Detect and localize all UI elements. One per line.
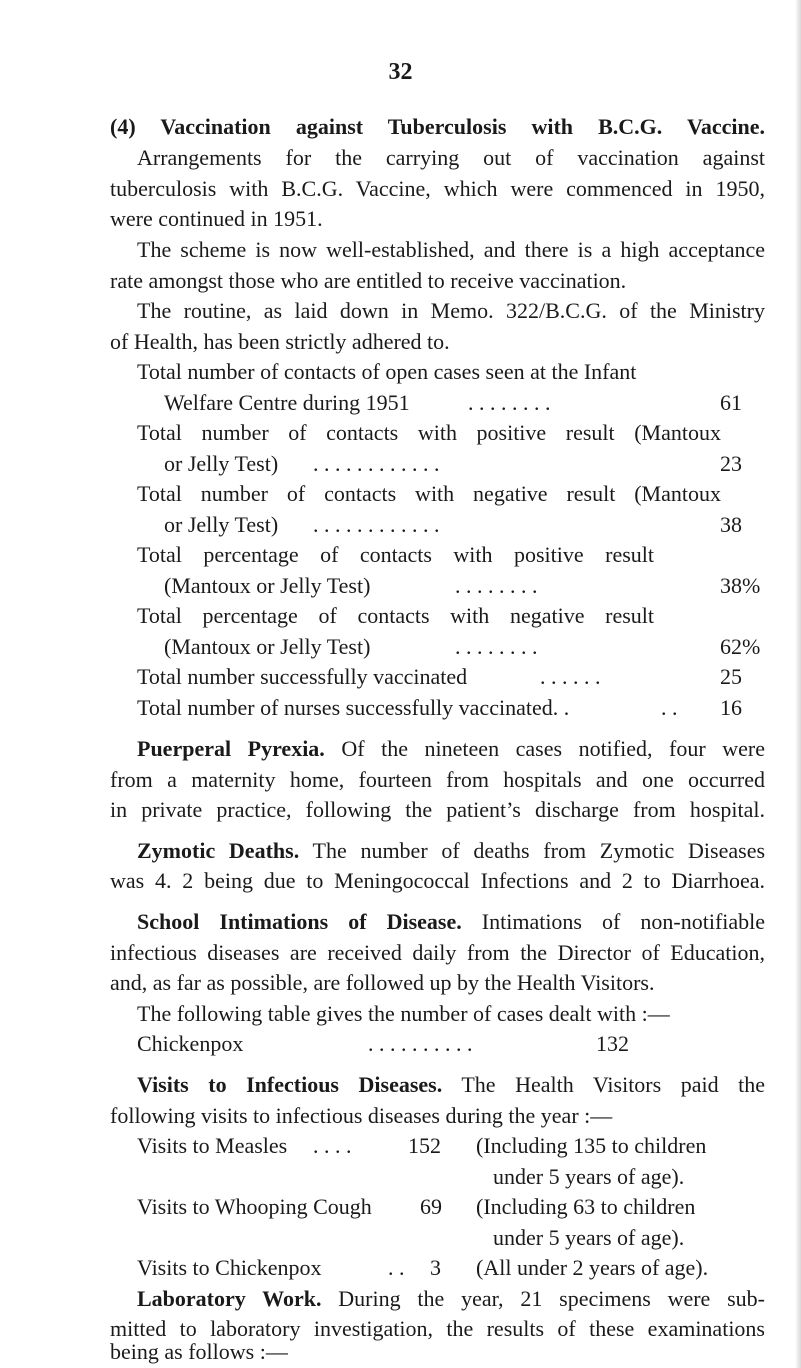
stat-2-dots: . . . . . . . . . . . . (313, 451, 440, 476)
stat-3-line1: Total number of contacts with negative result (Mantoux (137, 481, 721, 506)
zymotic-heading: Zymotic Deaths. (137, 838, 300, 863)
stat-3-value: 38 (720, 512, 742, 537)
stat-2-value: 23 (720, 451, 742, 476)
school-item-dots: . . . . . . . . . . (368, 1031, 473, 1056)
laboratory-line3: being as follows :— (110, 1339, 288, 1364)
vaccination-p3-line2: of Health, has been strictly adhered to. (110, 329, 450, 354)
visits-row-1-label: Visits to Measles (137, 1133, 288, 1158)
puerperal-line1 (137, 734, 765, 764)
visits-text: The Health Visitors paid the (461, 1072, 765, 1097)
stat-5-line1: Total percentage of contacts with negative result (137, 603, 654, 628)
school-text: Intimations of non-notifiable (481, 909, 766, 934)
stat-2-line1: Total number of contacts with positive result (Mantoux (137, 420, 721, 445)
visits-row-1-value: 152 (408, 1133, 441, 1158)
vaccination-p3-line1: The routine, as laid down in Memo. 322/B.C.G. of the Ministry (137, 298, 765, 323)
vaccination-p1-line1: Arrangements for the carrying out of vaccination against (137, 145, 765, 170)
stat-2-line2: or Jelly Test) (164, 451, 279, 476)
school-heading: School Intimations of Disease. (137, 909, 462, 934)
visits-line1 (137, 1070, 765, 1100)
visits-line2: following visits to infectious diseases during the year :— (110, 1103, 613, 1128)
zymotic-line1 (137, 836, 765, 866)
stat-1-dots: . . . . . . . . (468, 390, 551, 415)
stat-7-dots: . . (661, 695, 678, 720)
page-number: 32 (388, 59, 413, 85)
stat-1-line2: Welfare Centre during 1951 (164, 390, 410, 415)
school-item-value: 132 (596, 1031, 629, 1056)
puerperal-heading: Puerperal Pyrexia. (137, 736, 325, 761)
visits-row-1-dots: . . . . (313, 1133, 352, 1158)
stat-6-dots: . . . . . . (540, 664, 601, 689)
zymotic-line2: was 4. 2 being due to Meningococcal Infections and 2 to Diarrhoea. (110, 868, 765, 893)
stat-5-line2: (Mantoux or Jelly Test) (164, 634, 371, 659)
stat-3-line2: or Jelly Test) (164, 512, 279, 537)
school-line3: and, as far as possible, are followed up by the Health Visitors. (110, 970, 655, 995)
school-line4: The following table gives the number of cases dealt with :— (137, 1001, 670, 1026)
vaccination-heading-line (110, 112, 765, 142)
page-edge-shadow (795, 0, 801, 1368)
stat-3-dots: . . . . . . . . . . . . (313, 512, 440, 537)
visits-row-2-note2: under 5 years of age). (493, 1225, 685, 1250)
vaccination-p1-line2: tuberculosis with B.C.G. Vaccine, which were commenced in 1950, (110, 176, 765, 201)
visits-row-2-label: Visits to Whooping Cough (137, 1194, 372, 1219)
puerperal-line3: in private practice, following the patient’s discharge from hospital. (110, 797, 765, 822)
puerperal-line2: from a maternity home, fourteen from hospitals and one occurred (110, 767, 765, 792)
laboratory-text: During the year, 21 specimens were sub- (338, 1286, 766, 1311)
visits-row-2-note1: (Including 63 to children (476, 1194, 696, 1219)
visits-row-1-note2: under 5 years of age). (493, 1164, 685, 1189)
stat-4-value: 38% (720, 573, 761, 598)
vaccination-heading: (4) Vaccination against Tuberculosis with B.C.G. Vaccine. (110, 114, 765, 139)
vaccination-p1-line3: were continued in 1951. (110, 206, 323, 231)
vaccination-p2-line2: rate amongst those who are entitled to receive vaccination. (110, 268, 627, 293)
stat-6-line1: Total number successfully vaccinated (137, 664, 468, 689)
visits-row-3-label: Visits to Chickenpox (137, 1255, 322, 1280)
stat-5-dots: . . . . . . . . (455, 634, 538, 659)
visits-row-3-value: 3 (430, 1255, 441, 1280)
laboratory-heading: Laboratory Work. (137, 1286, 322, 1311)
school-line2: infectious diseases are received daily from the Director of Education, (110, 940, 765, 965)
stat-5-value: 62% (720, 634, 761, 659)
visits-row-2-value: 69 (420, 1194, 442, 1219)
school-line1 (137, 907, 765, 937)
stat-6-value: 25 (720, 664, 742, 689)
stat-7-line1: Total number of nurses successfully vaccinated. . (137, 695, 570, 720)
laboratory-line2: mitted to laboratory investigation, the results of these examinations (110, 1316, 765, 1341)
stat-4-line2: (Mantoux or Jelly Test) (164, 573, 371, 598)
stat-4-dots: . . . . . . . . (455, 573, 538, 598)
visits-row-1-note1: (Including 135 to children (476, 1133, 707, 1158)
school-item-label: Chickenpox (137, 1031, 244, 1056)
zymotic-text: The number of deaths from Zymotic Diseases (312, 838, 766, 863)
stat-4-line1: Total percentage of contacts with positive result (137, 542, 654, 567)
vaccination-p2-line1: The scheme is now well-established, and there is a high acceptance (137, 237, 765, 262)
stat-7-value: 16 (720, 695, 742, 720)
laboratory-line1 (137, 1284, 765, 1314)
visits-heading: Visits to Infectious Diseases. (137, 1072, 443, 1097)
stat-1-value: 61 (720, 390, 742, 415)
stat-1-line1: Total number of contacts of open cases seen at the Infant (137, 359, 637, 384)
visits-row-3-dots: . . (388, 1255, 405, 1280)
puerperal-text: Of the nineteen cases notified, four were (341, 736, 765, 761)
visits-row-3-note1: (All under 2 years of age). (476, 1255, 709, 1280)
